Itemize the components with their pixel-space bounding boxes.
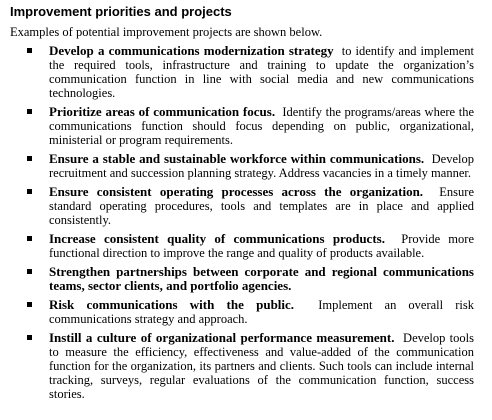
bullet-icon: [27, 189, 32, 194]
bullet-icon: [27, 156, 32, 161]
item-title: Develop a communications modernization strategy: [49, 43, 334, 58]
list-item: [0, 44, 492, 100]
item-description: Identify the programs/areas where the communications function should focus depending on public, organizational, ministerial or program requirements.: [49, 105, 474, 147]
bullet-icon: [27, 269, 32, 274]
item-title: Increase consistent quality of communications products.: [49, 231, 385, 246]
item-description: Provide more functional direction to improve the range and quality of products available.: [49, 232, 474, 260]
list-item: [0, 265, 492, 293]
bullet-icon: [27, 48, 32, 53]
section-heading: Improvement priorities and projects: [10, 4, 232, 19]
item-description: to identify and implement the required tools, infrastructure and training to update the organization’s communication function in line with social media and new communications technologies.: [49, 44, 475, 100]
item-title: Risk communications with the public.: [49, 297, 295, 312]
bullet-icon: [27, 109, 32, 114]
list-item: [0, 152, 492, 180]
intro-text: Examples of potential improvement projects are shown below.: [10, 25, 323, 39]
list-item: [0, 298, 492, 326]
item-title: Ensure a stable and sustainable workforce within communications.: [49, 151, 425, 166]
list-item: [0, 105, 492, 147]
list-item: [0, 331, 492, 401]
bullet-icon: [27, 236, 32, 241]
item-description: Develop tools to measure the efficiency, effectiveness and value-added of the communication function for the organization, its partners and clients. Such tools can include internal tracking, surveys, regular evaluations of the communication function, success stories.: [49, 331, 474, 401]
bullet-icon: [27, 302, 32, 307]
list-item: [0, 185, 492, 227]
list-item: [0, 232, 492, 260]
item-description: Ensure standard operating procedures, tools and templates are in place and applied consistently.: [49, 185, 475, 227]
item-description: Implement an overall risk communications strategy and approach.: [49, 298, 474, 326]
item-title: Instill a culture of organizational performance measurement.: [49, 330, 395, 345]
item-description: Develop recruitment and succession planning strategy. Address vacancies in a timely manner.: [49, 152, 475, 180]
item-title: Strengthen partnerships between corporate and regional communications teams, sector clients, and portfolio agencies.: [49, 264, 474, 293]
improvement-list: [0, 44, 492, 406]
item-title: Ensure consistent operating processes across the organization.: [49, 184, 424, 199]
bullet-icon: [27, 335, 32, 340]
item-title: Prioritize areas of communication focus.: [49, 104, 276, 119]
